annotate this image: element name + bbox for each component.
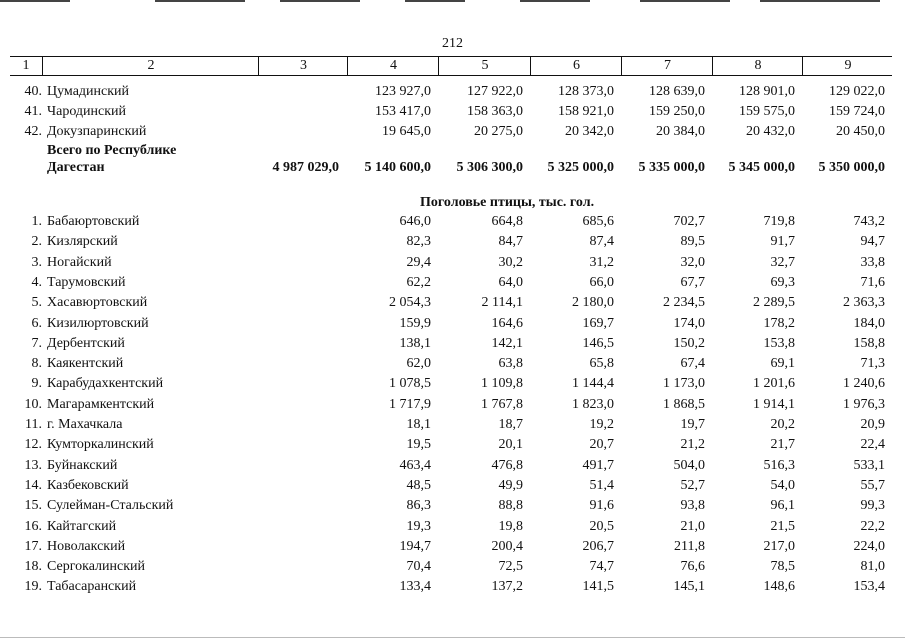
value-c8: 178,2 <box>763 315 795 331</box>
total-label-line1: Всего по Республике <box>47 143 177 158</box>
total-row <box>0 158 905 178</box>
value-c9: 22,4 <box>860 437 885 453</box>
row-number: 40. <box>24 84 42 99</box>
value-c4: 138,1 <box>399 335 431 351</box>
value-c4: 1 078,5 <box>389 376 431 392</box>
value-c5: 20 275,0 <box>474 124 523 139</box>
value-c5: 164,6 <box>491 315 523 331</box>
district-name: Каякентский <box>47 356 124 372</box>
value-c7: 128 639,0 <box>649 84 705 99</box>
value-c5: 137,2 <box>491 579 523 595</box>
value-c5: 127 922,0 <box>467 84 523 99</box>
value-c8: 21,7 <box>770 437 795 453</box>
district-name: Новолакский <box>47 538 126 554</box>
value-c6: 19,2 <box>589 417 614 432</box>
district-name: Докузпаринский <box>47 124 147 139</box>
table-row <box>0 415 905 435</box>
total-col-9: 5 350 000,0 <box>818 160 885 175</box>
value-c6: 66,0 <box>589 274 614 290</box>
row-number: 19. <box>24 579 42 595</box>
row-number: 42. <box>24 124 42 139</box>
value-c8: 2 289,5 <box>753 295 795 311</box>
value-c4: 159,9 <box>399 315 431 331</box>
value-c6: 128 373,0 <box>558 84 614 99</box>
value-c4: 19,3 <box>406 518 431 534</box>
value-c4: 19 645,0 <box>382 124 431 139</box>
row-number: 4. <box>31 274 42 290</box>
scan-edge-marks <box>0 0 905 3</box>
value-c8: 54,0 <box>770 477 795 493</box>
value-c7: 504,0 <box>673 457 705 473</box>
value-c8: 719,8 <box>763 214 795 229</box>
section-title: Поголовье птицы, тыс. гол. <box>420 195 595 210</box>
district-name: Кизлярский <box>47 234 118 250</box>
value-c6: 65,8 <box>589 356 614 372</box>
value-c4: 123 927,0 <box>375 84 431 99</box>
value-c7: 702,7 <box>673 214 705 229</box>
value-c7: 159 250,0 <box>649 104 705 119</box>
table-row <box>0 122 905 142</box>
column-header-4: 4 <box>347 57 439 75</box>
total-col-5: 5 306 300,0 <box>456 160 523 175</box>
column-header-8: 8 <box>712 57 803 75</box>
column-header-2: 2 <box>42 57 259 75</box>
table-row <box>0 577 905 597</box>
value-c4: 2 054,3 <box>389 295 431 311</box>
table-row <box>0 334 905 354</box>
row-number: 2. <box>31 234 42 250</box>
value-c5: 1 109,8 <box>481 376 523 392</box>
table-row <box>0 517 905 537</box>
value-c5: 2 114,1 <box>481 295 523 311</box>
value-c7: 21,0 <box>680 518 705 534</box>
total-col-6: 5 325 000,0 <box>547 160 614 175</box>
table-row <box>0 273 905 293</box>
table-row <box>0 212 905 232</box>
value-c7: 150,2 <box>673 335 705 351</box>
table-row <box>0 82 905 102</box>
table-row <box>0 293 905 313</box>
value-c6: 146,5 <box>582 335 614 351</box>
value-c8: 159 575,0 <box>739 104 795 119</box>
value-c9: 20,9 <box>860 417 885 432</box>
row-number: 10. <box>24 396 42 412</box>
row-number: 3. <box>31 254 42 270</box>
value-c9: 71,3 <box>860 356 885 372</box>
value-c4: 1 717,9 <box>389 396 431 412</box>
value-c6: 51,4 <box>589 477 614 493</box>
value-c8: 21,5 <box>770 518 795 534</box>
district-name: Сергокалинский <box>47 559 146 575</box>
value-c6: 206,7 <box>582 538 614 554</box>
total-col-4: 5 140 600,0 <box>364 160 431 175</box>
row-number: 8. <box>31 356 42 372</box>
table-row <box>0 253 905 273</box>
row-number: 13. <box>24 457 42 473</box>
table-row <box>0 374 905 394</box>
district-name: Бабаюртовский <box>47 214 140 229</box>
table-row <box>0 476 905 496</box>
row-number: 9. <box>31 376 42 392</box>
value-c4: 62,2 <box>406 274 431 290</box>
column-header-7: 7 <box>621 57 713 75</box>
value-c6: 20 342,0 <box>565 124 614 139</box>
district-name: Дербентский <box>47 335 125 351</box>
value-c5: 49,9 <box>498 477 523 493</box>
value-c7: 93,8 <box>680 498 705 514</box>
value-c7: 89,5 <box>680 234 705 250</box>
value-c9: 81,0 <box>860 559 885 575</box>
value-c4: 18,1 <box>406 417 431 432</box>
value-c8: 32,7 <box>770 254 795 270</box>
value-c8: 217,0 <box>763 538 795 554</box>
value-c6: 31,2 <box>589 254 614 270</box>
value-c4: 86,3 <box>406 498 431 514</box>
value-c9: 159 724,0 <box>829 104 885 119</box>
row-number: 5. <box>31 295 42 311</box>
value-c7: 145,1 <box>673 579 705 595</box>
value-c6: 87,4 <box>589 234 614 250</box>
column-header-3: 3 <box>258 57 348 75</box>
value-c9: 2 363,3 <box>843 295 885 311</box>
district-name: г. Махачкала <box>47 417 123 432</box>
value-c8: 69,3 <box>770 274 795 290</box>
value-c5: 84,7 <box>498 234 523 250</box>
value-c8: 96,1 <box>770 498 795 514</box>
value-c7: 2 234,5 <box>663 295 705 311</box>
value-c4: 153 417,0 <box>375 104 431 119</box>
value-c7: 52,7 <box>680 477 705 493</box>
value-c6: 141,5 <box>582 579 614 595</box>
column-header-5: 5 <box>438 57 531 75</box>
value-c5: 1 767,8 <box>481 396 523 412</box>
value-c9: 129 022,0 <box>829 84 885 99</box>
value-c5: 88,8 <box>498 498 523 514</box>
value-c7: 174,0 <box>673 315 705 331</box>
value-c5: 476,8 <box>491 457 523 473</box>
bottom-edge-line <box>0 637 905 638</box>
row-number: 14. <box>24 477 42 493</box>
row-number: 11. <box>25 417 42 432</box>
table-row <box>0 354 905 374</box>
district-name: Кумторкалинский <box>47 437 154 453</box>
value-c8: 153,8 <box>763 335 795 351</box>
value-c4: 82,3 <box>406 234 431 250</box>
value-c7: 21,2 <box>680 437 705 453</box>
district-name: Кайтагский <box>47 518 117 534</box>
value-c9: 158,8 <box>853 335 885 351</box>
district-name: Карабудахкентский <box>47 376 164 392</box>
value-c7: 67,7 <box>680 274 705 290</box>
value-c9: 33,8 <box>860 254 885 270</box>
value-c9: 55,7 <box>860 477 885 493</box>
column-header-1: 1 <box>22 58 30 73</box>
value-c5: 142,1 <box>491 335 523 351</box>
value-c5: 18,7 <box>498 417 523 432</box>
value-c4: 62,0 <box>406 356 431 372</box>
value-c8: 1 201,6 <box>753 376 795 392</box>
row-number: 12. <box>24 437 42 453</box>
value-c4: 70,4 <box>406 559 431 575</box>
value-c9: 94,7 <box>860 234 885 250</box>
value-c5: 20,1 <box>498 437 523 453</box>
value-c8: 516,3 <box>763 457 795 473</box>
table-row <box>0 557 905 577</box>
table-row <box>0 537 905 557</box>
value-c6: 20,7 <box>589 437 614 453</box>
row-number: 1. <box>31 214 42 229</box>
table-row <box>0 232 905 252</box>
value-c6: 169,7 <box>582 315 614 331</box>
value-c9: 184,0 <box>853 315 885 331</box>
value-c9: 153,4 <box>853 579 885 595</box>
value-c7: 1 868,5 <box>663 396 705 412</box>
value-c6: 1 144,4 <box>572 376 614 392</box>
value-c5: 19,8 <box>498 518 523 534</box>
value-c9: 1 976,3 <box>843 396 885 412</box>
value-c6: 2 180,0 <box>572 295 614 311</box>
district-name: Чародинский <box>47 104 127 119</box>
district-name: Кизилюртовский <box>47 315 149 331</box>
value-c4: 19,5 <box>406 437 431 453</box>
value-c9: 743,2 <box>853 214 885 229</box>
value-c5: 664,8 <box>491 214 523 229</box>
district-name: Буйнакский <box>47 457 118 473</box>
district-name: Казбековский <box>47 477 129 493</box>
value-c7: 1 173,0 <box>663 376 705 392</box>
table-row <box>0 456 905 476</box>
value-c9: 71,6 <box>860 274 885 290</box>
value-c9: 224,0 <box>853 538 885 554</box>
district-name: Тарумовский <box>47 274 126 290</box>
value-c5: 30,2 <box>498 254 523 270</box>
value-c8: 91,7 <box>770 234 795 250</box>
value-c8: 128 901,0 <box>739 84 795 99</box>
row-number: 16. <box>24 518 42 534</box>
total-col-3: 4 987 029,0 <box>272 160 339 175</box>
total-col-7: 5 335 000,0 <box>638 160 705 175</box>
value-c4: 194,7 <box>399 538 431 554</box>
value-c7: 19,7 <box>680 417 705 432</box>
district-name: Сулейман-Стальский <box>47 498 174 514</box>
value-c8: 78,5 <box>770 559 795 575</box>
value-c4: 133,4 <box>399 579 431 595</box>
row-number: 6. <box>31 315 42 331</box>
table-row <box>0 314 905 334</box>
value-c8: 20,2 <box>770 417 795 432</box>
value-c7: 32,0 <box>680 254 705 270</box>
value-c4: 463,4 <box>399 457 431 473</box>
row-number: 17. <box>24 538 42 554</box>
row-number: 7. <box>31 335 42 351</box>
value-c9: 533,1 <box>853 457 885 473</box>
value-c6: 1 823,0 <box>572 396 614 412</box>
table-row <box>0 435 905 455</box>
value-c7: 20 384,0 <box>656 124 705 139</box>
value-c5: 200,4 <box>491 538 523 554</box>
value-c4: 48,5 <box>406 477 431 493</box>
value-c6: 74,7 <box>589 559 614 575</box>
column-header-6: 6 <box>530 57 622 75</box>
value-c7: 67,4 <box>680 356 705 372</box>
value-c9: 99,3 <box>860 498 885 514</box>
value-c6: 158 921,0 <box>558 104 614 119</box>
value-c4: 646,0 <box>399 214 431 229</box>
district-name: Хасавюртовский <box>47 295 148 311</box>
value-c8: 20 432,0 <box>746 124 795 139</box>
row-number: 41. <box>24 104 42 119</box>
value-c6: 91,6 <box>589 498 614 514</box>
table-row <box>0 102 905 122</box>
value-c6: 20,5 <box>589 518 614 534</box>
table-row <box>0 496 905 516</box>
table-header-row <box>10 56 892 76</box>
table-row <box>0 395 905 415</box>
value-c7: 211,8 <box>674 538 705 554</box>
value-c9: 20 450,0 <box>836 124 885 139</box>
value-c5: 158 363,0 <box>467 104 523 119</box>
column-header-9: 9 <box>802 57 893 75</box>
value-c7: 76,6 <box>680 559 705 575</box>
value-c5: 63,8 <box>498 356 523 372</box>
row-number: 18. <box>24 559 42 575</box>
value-c5: 64,0 <box>498 274 523 290</box>
value-c8: 69,1 <box>770 356 795 372</box>
row-number: 15. <box>24 498 42 514</box>
value-c9: 22,2 <box>860 518 885 534</box>
value-c6: 491,7 <box>582 457 614 473</box>
value-c6: 685,6 <box>582 214 614 229</box>
value-c9: 1 240,6 <box>843 376 885 392</box>
district-name: Цумадинский <box>47 84 130 99</box>
district-name: Магарамкентский <box>47 396 155 412</box>
district-name: Ногайский <box>47 254 112 270</box>
value-c4: 29,4 <box>406 254 431 270</box>
value-c8: 148,6 <box>763 579 795 595</box>
district-name: Табасаранский <box>47 579 137 595</box>
value-c5: 72,5 <box>498 559 523 575</box>
total-label-line2: Дагестан <box>47 160 105 175</box>
total-col-8: 5 345 000,0 <box>728 160 795 175</box>
value-c8: 1 914,1 <box>753 396 795 412</box>
page-number: 212 <box>442 36 463 51</box>
